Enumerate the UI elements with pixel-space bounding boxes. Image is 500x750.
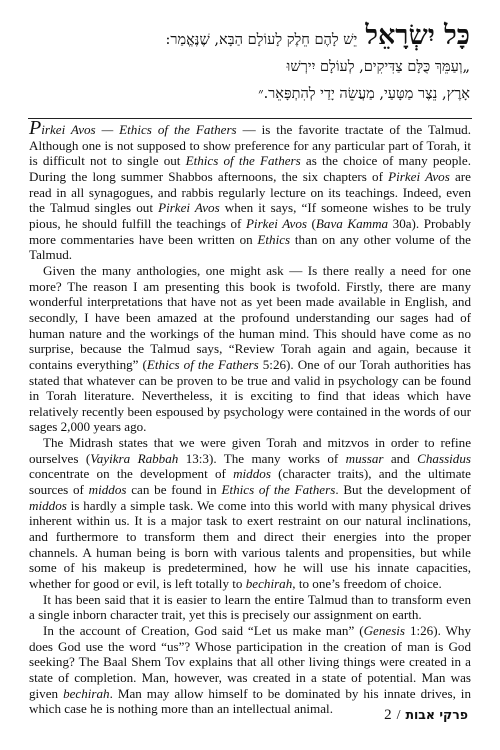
text-run: 30a). Probably more commentaries have been written on [29,215,472,247]
text-run: when it says, “If someone wishes to be truly pious, he should fulfill the teachings of [29,200,471,231]
text-run: The Midrash states that we were given Torah and mitzvos in order to refine ourselves ( [29,435,471,466]
header-rule [28,118,472,119]
italic-text: Ethics of the Fathers [185,153,301,169]
page-number: 2 [384,707,392,723]
text-run: 13:3). The many works of [178,450,346,466]
text-run: — is the favorite tractate of the Talmud. Although one is not supposed to show preference for any particular part of Torah, it is difficult not to single out [29,122,472,169]
text-run: and [383,450,418,466]
italic-text: Bava Kamma [315,215,389,231]
paragraph [29,117,472,263]
italic-text: Vayikra Rabbah [90,450,179,466]
header-line-2: „וְעַמֵּךְ כֻּלָּם צַדִּיקִים, לְעוֹלָם יִירְשׁוּ [286,59,470,75]
text-run: (character traits), and the ultimate sources of [29,466,471,498]
header-line-3: אָרֶץ, נֵצֶר מַטָּעַי, מַעֲשֵׂה יָדַי לְהִתְפָּאֵר.״ [258,86,470,102]
italic-text: Genesis [363,623,406,638]
text-run: 1:26). Why does God use the word “us”? Whose participation in the creation of man is God seeking? The Baal Shem Tov explains that all other living things were created in a state of completion. Man, however, was created in a state of potential. Man was given [29,623,471,701]
italic-text: mussar [345,450,384,466]
text-run: It has been said that it is easier to learn the entire Talmud than to transform even a single inborn character trait, yet this is precisely our assignment on earth. [29,591,471,623]
paragraph [29,592,471,623]
text-run: Given the many anthologies, one might ask — Is there really a need for one more? The reason I am presenting this book is twofold. Firstly, there are many wonderful interpretations that have not as yet been made available in English, and secondly, I have been amazed at the profound understanding our sages had of human nature and the workings of the human mind. This should have come as no surprise, because the Talmud says, “Review Torah again and again, because it contains everything” ( [29,262,471,372]
page-footer [384,707,468,724]
italic-text: irkei Avos — Ethics of the Fathers [41,122,237,137]
italic-text: middos [233,466,271,482]
text-run: . Man may allow himself to be dominated by his innate drives, in which case he is nothing more than an intellectual animal. [29,685,471,717]
text-run: , to one’s freedom of choice. [292,576,442,592]
drop-cap: P [29,117,42,139]
folio-separator: / [396,708,401,723]
text-run: as the choice of many people. During the long summer Shabbos afternoons, the six chapters of [29,153,471,184]
header-line-1 [30,22,470,54]
text-run: ( [306,215,316,231]
text-run: can be found in [126,482,222,498]
italic-text: Ethics [257,231,291,247]
italic-text: middos [88,482,127,498]
text-run: . But the development of [335,482,471,498]
header-title: כָּל יִשְׂרָאֵל [365,20,470,51]
italic-text: Pirkei Avos [388,168,450,184]
text-run: are read in all synagogues, and rabbis regularly lecture on its teachings. Indeed, even the Talmud singles out [29,168,471,216]
italic-text: middos [29,497,67,513]
body-text [29,117,472,717]
text-run: concentrate on the development of [29,466,234,482]
italic-text: Ethics of the Fathers [221,482,336,498]
running-title: פרקי אבות [405,707,468,722]
paragraph [29,263,471,435]
header-line-1-text: יֵשׁ לָהֶם חֵלֶק לָעוֹלָם הַבָּא, שֶׁנֶּאֱמַר: [165,32,358,48]
text-run: 5:26). One of our Torah authorities has stated that whatever can be proven to be true and valid in psychology can be found in Torah literature. Nevertheless, it is exciting to find that ideas which have relatively recently been espoused by psychology were contained in the words of our sages 2,000 years ago. [29,356,471,435]
hebrew-header [30,22,470,108]
italic-text: Pirkei Avos [245,215,307,231]
italic-text: Chassidus [417,450,471,466]
text-run: than on any other volume of the Talmud. [29,231,471,263]
italic-text: Ethics of the Fathers [146,356,259,372]
italic-text: Pirkei Avos [158,200,220,216]
paragraph [29,623,471,717]
paragraph [29,435,471,592]
italic-text: bechirah [63,685,110,701]
italic-text: bechirah [245,576,293,592]
text-run: is hardly a simple task. We come into this world with many physical drives inherent within us. It is a major task to exert restraint on our natural inclinations, and furthermore to transform them and direct their energies into the proper channels. A human being is born with various talents and propensities, but while some of his makeup is predetermined, how he will use his innate capacities, whether for good or evil, is left totally to [29,497,471,592]
text-run: In the account of Creation, God said “Let us make man” ( [43,623,364,638]
